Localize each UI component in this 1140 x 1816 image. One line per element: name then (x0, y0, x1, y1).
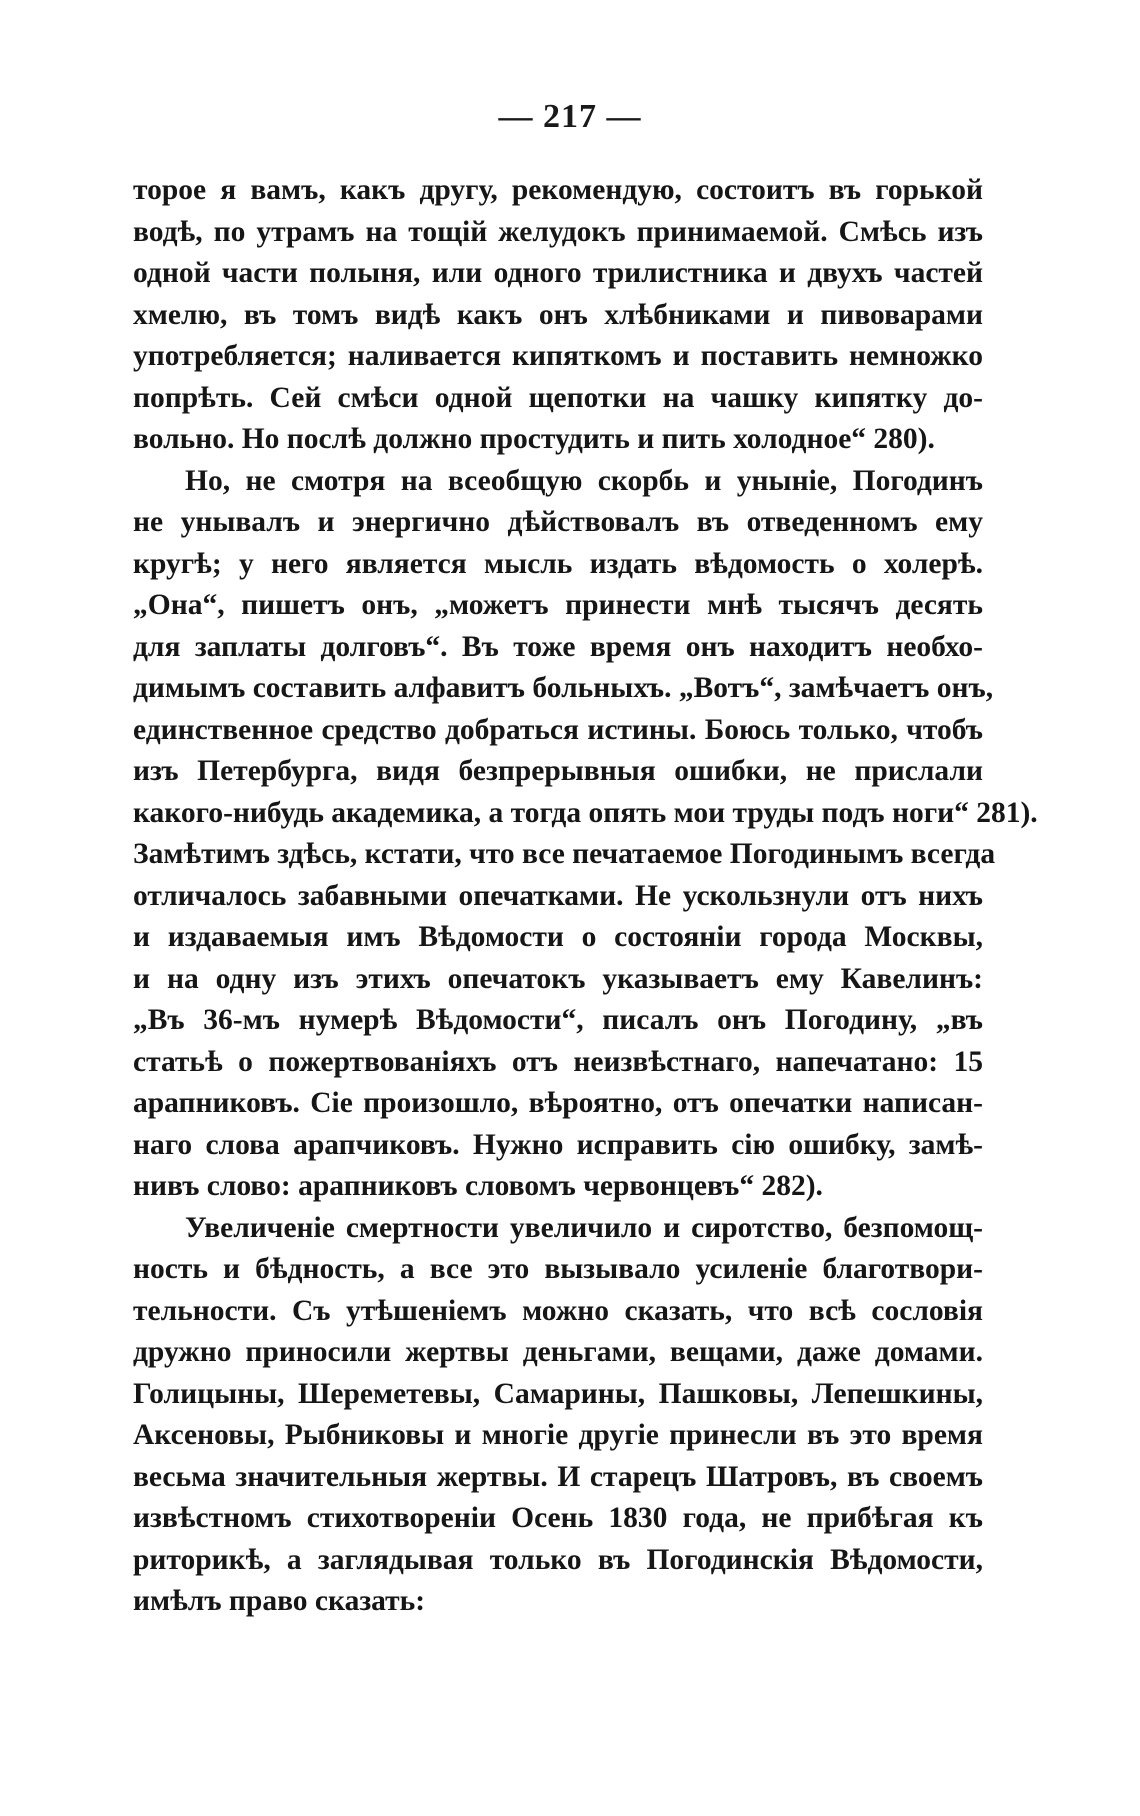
text-line: наго слова арапчиковъ. Нужно исправить сію ошибку, замѣ- (133, 1128, 983, 1161)
text-line: дружно приносили жертвы деньгами, вещами, даже домами. (133, 1336, 983, 1368)
body-text (133, 170, 1038, 1623)
text-line: вольно. Но послѣ должно простудить и пить холодное“ 280). (133, 423, 935, 455)
text-line: хмелю, въ томъ видѣ какъ онъ хлѣбниками и пивоварами (133, 298, 983, 331)
text-line: тельности. Съ утѣшеніемъ можно сказать, что всѣ сословія (133, 1294, 983, 1327)
page-number: — 217 — (498, 98, 642, 135)
text-line: Замѣтимъ здѣсь, кстати, что все печатаемое Погодинымъ всегда (133, 838, 996, 870)
text-line: водѣ, по утрамъ на тощій желудокъ принимаемой. Смѣсь изъ (133, 215, 983, 248)
text-line: статьѣ о пожертвованіяхъ отъ неизвѣстнаго, напечатано: 15 (133, 1045, 983, 1078)
text-line: торое я вамъ, какъ другу, рекомендую, состоитъ въ горькой (133, 174, 983, 206)
text-line: „Она“, пишетъ онъ, „можетъ принести мнѣ тысячъ десять (133, 589, 983, 621)
text-line: кругѣ; у него является мысль издать вѣдомость о холерѣ. (133, 547, 983, 580)
text-line: арапниковъ. Сіе произошло, вѣроятно, отъ опечатки написан- (133, 1087, 983, 1119)
paragraph-2 (133, 461, 1038, 1208)
text-line: Но, не смотря на всеобщую скорбь и уныніе, Погодинъ (185, 464, 983, 497)
text-line: одной части полыня, или одного трилистника и двухъ частей (133, 257, 983, 289)
text-line: Голицыны, Шереметевы, Самарины, Пашковы, Лепешкины, (133, 1377, 983, 1410)
text-line: не унывалъ и энергично дѣйствовалъ въ отведенномъ ему (133, 506, 983, 538)
text-line: Аксеновы, Рыбниковы и многіе другіе принесли въ это время (133, 1419, 983, 1451)
text-line: димымъ составить алфавитъ больныхъ. „Вотъ“, замѣчаетъ онъ, (133, 672, 994, 704)
text-line: имѣлъ право сказать: (133, 1585, 426, 1617)
text-line: нивъ слово: арапниковъ словомъ червонцевъ“ 282). (133, 1170, 823, 1202)
text-line: „Въ 36-мъ нумерѣ Вѣдомости“, писалъ онъ Погодину, „въ (133, 1004, 983, 1036)
text-line: изъ Петербурга, видя безпрерывныя ошибки, не прислали (133, 755, 983, 787)
text-line: для заплаты долговъ“. Въ тоже время онъ находитъ необхо- (133, 630, 983, 663)
text-line: единственное средство добраться истины. Боюсь только, чтобъ (133, 713, 983, 746)
text-line: попрѣть. Сей смѣси одной щепотки на чашку кипятку до- (133, 381, 983, 414)
text-line: отличалось забавными опечатками. Не ускользнули отъ нихъ (133, 879, 983, 912)
text-line: ность и бѣдность, а все это вызывало усиленіе благотвори- (133, 1253, 983, 1285)
paragraph-1 (133, 170, 983, 461)
text-line: какого-нибудь академика, а тогда опять мои труды подъ ноги“ 281). (133, 796, 1038, 829)
text-line: извѣстномъ стихотвореніи Осень 1830 года, не прибѣгая къ (133, 1502, 983, 1534)
text-line: и издаваемыя имъ Вѣдомости о состояніи города Москвы, (133, 921, 983, 953)
text-line: риторикѣ, а заглядывая только въ Погодинскія Вѣдомости, (133, 1543, 983, 1576)
text-line: весьма значительныя жертвы. И старецъ Шатровъ, въ своемъ (133, 1460, 983, 1493)
text-line: употребляется; наливается кипяткомъ и поставить немножко (133, 340, 983, 372)
paragraph-3 (133, 1208, 983, 1623)
text-line: Увеличеніе смертности увеличило и сиротство, безпомощ- (185, 1211, 983, 1244)
text-line: и на одну изъ этихъ опечатокъ указываетъ ему Кавелинъ: (133, 962, 983, 995)
